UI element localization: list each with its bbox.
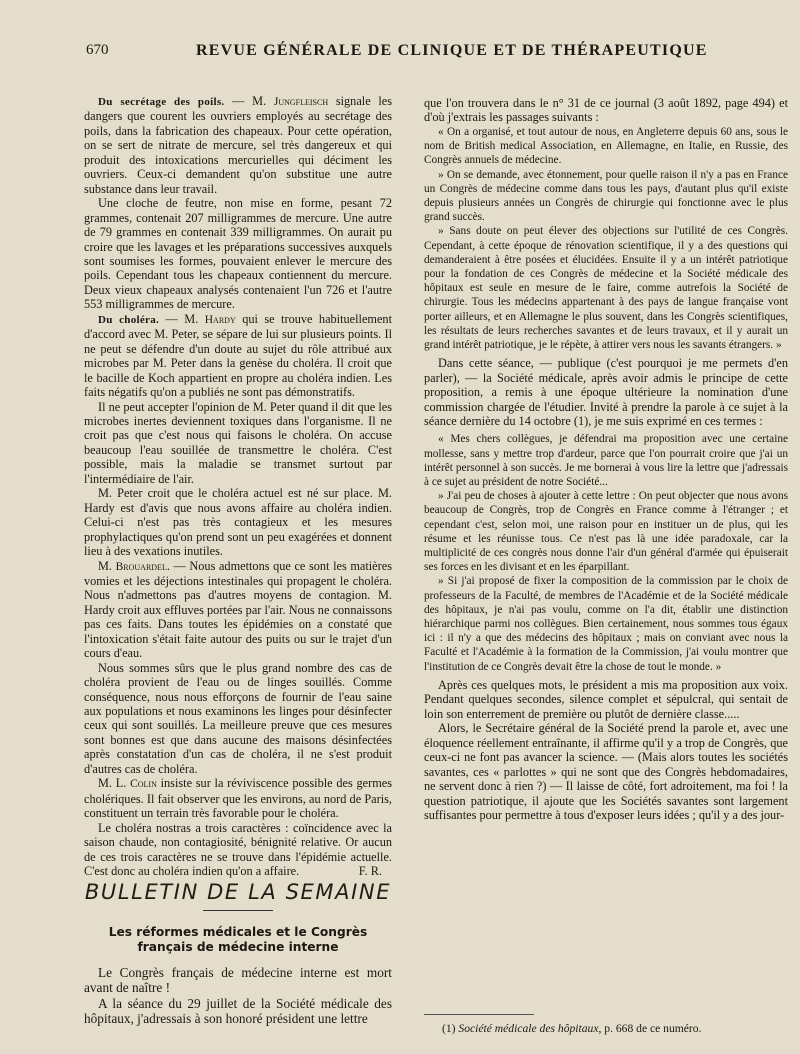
paragraph: M. Brouardel. — Nous admettons que ce sont les matières vomies et les déjections intestinales qui propagent le choléra. Nous n'admettons pas d'autres moyens de contagion. M. Hardy croit aux effluves portées par l'air. Nous ne connaissons pas ces faits. Dans toutes les épidémies on a constaté que l'intoxication s'était faite autour des puits ou sur le trajet d'un cours d'eau. (84, 558, 392, 661)
paragraph: que l'on trouvera dans le n° 31 de ce journal (3 août 1892, page 494) et d'où j'extrais les passages suivants : (424, 96, 788, 125)
runin-heading-cholera: Du choléra. (98, 313, 160, 326)
left-column (84, 94, 392, 878)
quote-paragraph: » J'ai peu de choses à ajouter à cette lettre : On peut objecter que nous avons beaucoup de Congrès, trop de Congrès en France comme à l'étranger ; et cependant c'est, selon moi, une raison pour en instituer un de plus, qui les résume et les réunisse tous. Ce n'est pas là une idée paradoxale, car la multiplicité de ces congrès nous donne l'air d'un général d'armée qui épuiserait ses forces en les divisant et en les éparpillant. (424, 490, 788, 574)
footnote-rule (424, 1014, 534, 1015)
paragraph: Le choléra nostras a trois caractères : coïncidence avec la saison chaude, non contagiosité, bénignité relative. Or aucun de ces trois caractères ne se trouve dans l'épidémie actuelle. C'est donc au choléra indien qu'on a affaire. F. R. (84, 820, 392, 879)
quote-paragraph: » Si j'ai proposé de fixer la composition de la commission par le choix de professeurs de la Faculté, de membres de l'Académie et de la Société médicale des hôpitaux, je n'ai pas voulu, comme on l'a dit, établir une distinction hiérarchique parmi nos collègues. Bien certainement, nous sommes tous égaux ici : il n'y a que des médecins des hôpitaux ; mais on conviant avec nous la Faculté et l'Académie à la formation de la Commission, j'ai voulu montrer que l'institution de ce Congrès devait être la chose de tout le monde. » (424, 575, 788, 673)
article-title: Les réformes médicales et le Congrès français de médecine interne (108, 925, 368, 954)
footnote-reference: Société médicale des hôpitaux (458, 1022, 599, 1035)
author-name: Brouardel (115, 560, 167, 573)
page-number: 670 (86, 42, 109, 58)
paragraph: A la séance du 29 juillet de la Société médicale des hôpitaux, j'adressais à son honoré président une lettre (84, 995, 392, 1027)
quote-paragraph: » Sans doute on peut élever des objections sur l'utilité de ces Congrès. Cependant, à cette époque de rénovation scientifique, il y a des questions qui demanderaient à être posées et élucidées. Ensuite il y a un intérêt patriotique pour la fondation de ces Congrès de médecine et la Société médicale des hôpitaux est seule en mesure de le faire, comme autrefois la Société de chirurgie. Tous les médecins appartenant à des pays de langue française vont porter ailleurs, et en Allemagne le plus souvent, dans les Congrès scientifiques, les résultats de leurs recherches savantes et de leurs travaux, et il y aurait un grand intérêt patriotique, je le répète, à attirer vers nous les savants étrangers. » (424, 225, 788, 351)
paragraph-cholera: Du choléra. — M. Hardy qui se trouve habituellement d'accord avec M. Peter, se sépare de lui sur plusieurs points. Il ne peut se défendre d'un doute au sujet du rôle attribué aux microbes par M. Peter dans la genèse du choléra. Il croit que le bacille de Koch appartient en propre au choléra indien. Les faits négatifs qu'on a publiés ne sont pas démonstratifs. (84, 311, 392, 400)
author-name: Colin (130, 778, 157, 791)
paragraph: M. L. Colin insiste sur la réviviscence possible des germes cholériques. Il fait observer que les environs, au nord de Paris, constituent un terrain très favorable pour le choléra. (84, 776, 392, 821)
author-name: Hardy (204, 313, 236, 326)
paragraph: Il ne peut accepter l'opinion de M. Peter quand il dit que les microbes inertes deviennent toxiques dans l'organisme. Il ne croit pas que c'est nous qui faisons le choléra. On accuse beaucoup l'eau souillée de transmettre le choléra. C'est possible, mais la maladie se transmet surtout par l'intermédiaire de l'air. (84, 399, 392, 486)
quoted-speech (424, 432, 788, 673)
paragraph: Dans cette séance, — publique (c'est pourquoi je me permets d'en parler), — la Société médicale, après avoir admis le principe de cette proposition, a remis à une époque ultérieure la nomination d'une commission chargée de l'étudier. Invité à prendre la parole à ce sujet à la séance dernière du 14 octobre (1), je me suis exprimé en ces termes : (424, 356, 788, 428)
paragraph: M. Peter croit que le choléra actuel est né sur place. M. Hardy est d'avis que nous avons affaire au choléra indien. Celui-ci n'est pas très contagieux et les mesures prophylactiques qu'on prend sont un peu exagérées et donnent lieu à des vexations inutiles. (84, 486, 392, 559)
paragraph: Nous sommes sûrs que le plus grand nombre des cas de choléra provient de l'eau ou de linges souillés. Comme conséquence, nous nous efforçons de fournir de l'eau saine aux populations et nous examinons les linges pour désinfecter ceux qui sont souillés. La meilleure preuve que ces mesures sont bonnes est que dans aucune des maisons désinfectées après constatation d'un cas de choléra, il ne s'est produit d'autres cas de choléra. (84, 660, 392, 776)
signature: F. R. (358, 864, 382, 879)
article-body (84, 965, 392, 1027)
paragraph-secretage: Du secrétage des poils. — M. Jungfleisch signale les dangers que courent les ouvriers employés au secrétage des poils, dans la fabrication des chapeaux. Pour cette opération, on se sert de nitrate de mercure, sel très dangereux et qui produit des intoxications mercurielles qui déciment les ouvriers. Ceux-ci demandent qu'on substitue une autre substance dans leur travail. (84, 94, 393, 196)
paragraph: Après ces quelques mots, le président a mis ma proposition aux voix. Pendant quelques secondes, silence complet et sépulcral, qui sentait de loin son enterrement de première ou plutôt de dernière classe..... (424, 677, 788, 721)
running-title: REVUE GÉNÉRALE DE CLINIQUE ET DE THÉRAPEUTIQUE (196, 42, 708, 59)
quoted-letter (424, 125, 788, 352)
running-header (86, 42, 786, 66)
quote-paragraph: « Mes chers collègues, je défendrai ma proposition avec une certaine mollesse, sans y mettre trop d'ardeur, parce que l'on pourrait croire que j'ai un intérêt personnel à son succès. Je me bornerai à vous lire la lettre que j'adressais à ce sujet au président de notre Société... (424, 433, 788, 489)
quote-paragraph: » On se demande, avec étonnement, pour quelle raison il n'y a pas en France un Congrès de médecine comme dans tous les pays, d'autant plus qu'il existe depuis plusieurs années un Congrès de chirurgie qui fonctionne avec le plus grand succès. (424, 168, 788, 224)
section-heading: BULLETIN DE LA SEMAINE (84, 880, 392, 904)
right-column (424, 96, 788, 822)
divider (203, 910, 273, 911)
quote-paragraph: « On a organisé, et tout autour de nous, en Angleterre depuis 60 ans, sous le nom de British medical Association, en Allemagne, en Italie, en Russie, des Congrès annuels de médecine. (424, 125, 788, 167)
paragraph: Le Congrès français de médecine interne est mort avant de naître ! (84, 965, 392, 996)
paragraph: Alors, le Secrétaire général de la Société prend la parole et, avec une éloquence réellement entraînante, il affirme qu'il y a trop de Congrès, que ceux-ci ne font pas avancer la science. — (Mais alors toutes les sociétés savantes, ces « parlottes » qui ne sont que des Congrès hebdomadaires, ne servent donc à rien ?) — Il laisse de côté, fort adroitement, ma foi ! la question patriotique, il ajoute que les Sociétés savantes sont largement suffisantes pour permettre à tous d'exposer leurs idées ; qu'il y a des jour- (424, 721, 788, 822)
footnote: (1) Société médicale des hôpitaux, p. 668 de ce numéro. (442, 1022, 702, 1035)
bulletin-section (84, 880, 392, 1027)
author-name: Jungfleisch (273, 96, 329, 108)
paragraph: Une cloche de feutre, non mise en forme, pesant 72 grammes, contenait 207 milligrammes de mercure. Une autre de 79 grammes en contenait 339 milligrammes. On aurait pu croire que les lavages et les préparations successives auxquels sont soumises les formes, pouvaient enlever le mercure des poils. Cependant tous les chapeaux contiennent du mercure. Deux vieux chapeaux analysés contenaient l'un 726 et l'autre 553 milligrammes de mercure. (84, 196, 392, 312)
runin-heading-secretage: Du secrétage des poils. (98, 96, 225, 108)
